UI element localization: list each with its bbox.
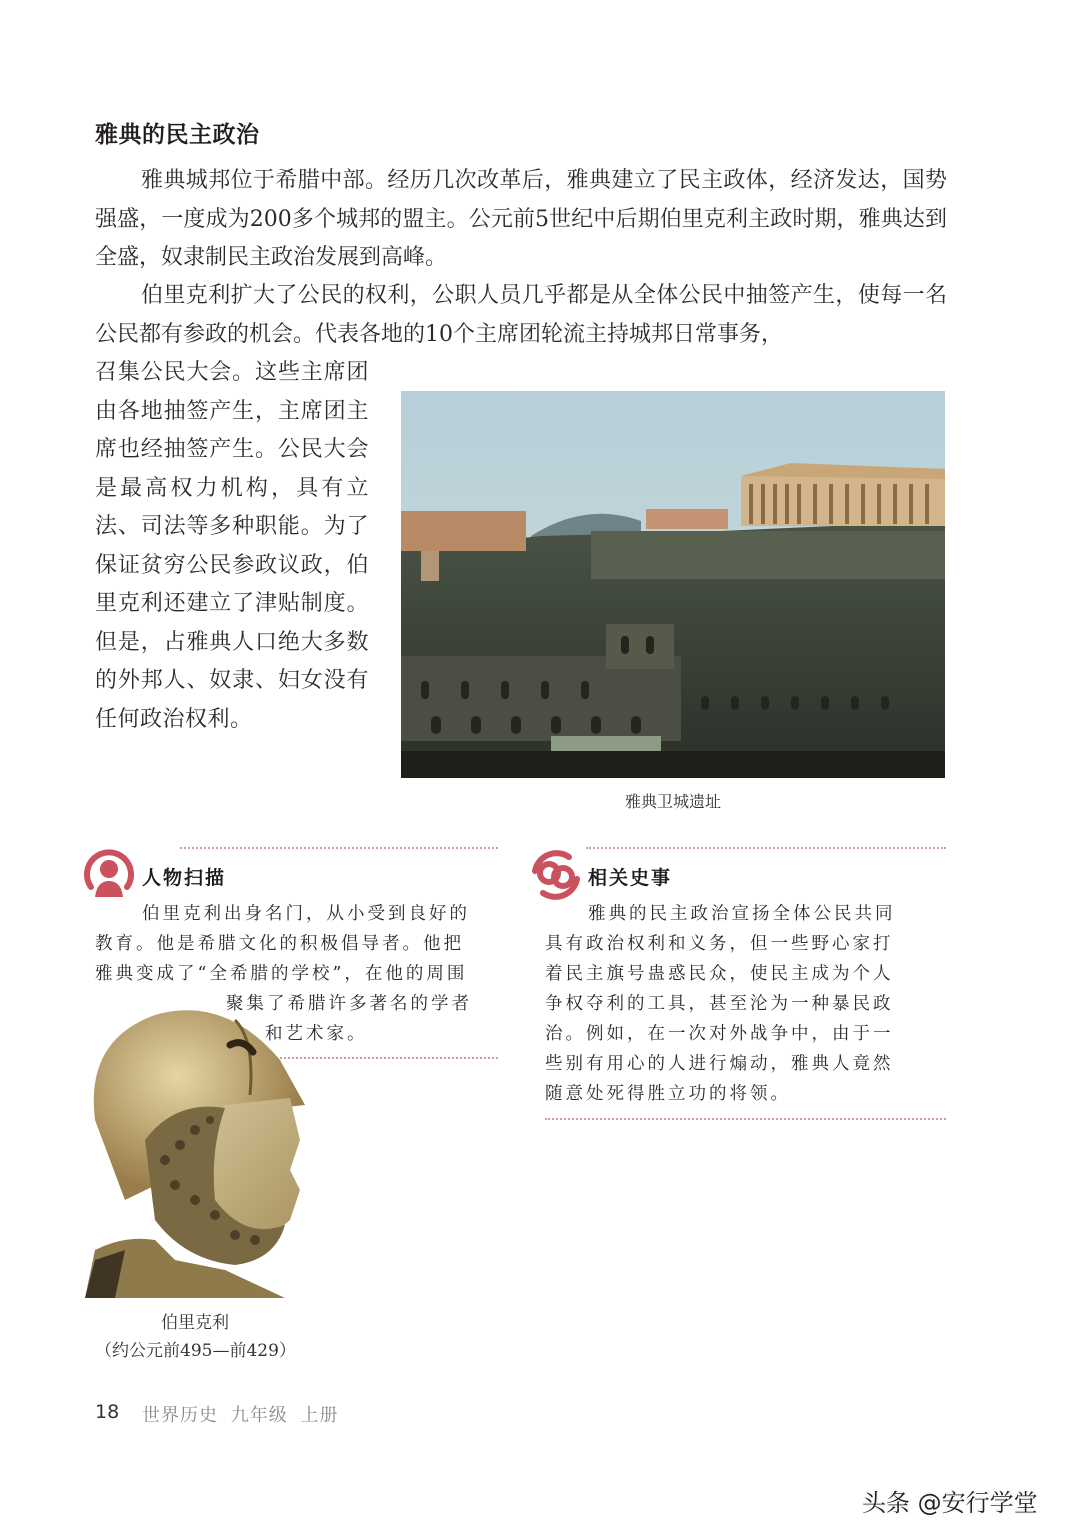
history-box-line: 些别有用心的人进行煽动，雅典人竟然 — [545, 1054, 894, 1074]
history-box-line: 治。例如，在一次对外战争中，由于一 — [545, 1024, 894, 1044]
acropolis-photo — [401, 391, 945, 778]
section-title: 雅典的民主政治 — [95, 122, 260, 148]
page-number: 18 — [95, 1401, 120, 1423]
history-box-line: 雅典的民主政治宣扬全体公民共同 — [588, 904, 896, 924]
pericles-name: 伯里克利 — [161, 1313, 229, 1333]
paragraph-1: 雅典城邦位于希腊中部。经历几次改革后，雅典建立了民主政体，经济发达，国势强盛，一度成为200多个城邦的盟主。公元前5世纪中后期伯里克利主政时期，雅典达到全盛，奴隶制民主政治发展到高峰。 — [95, 168, 947, 270]
person-icon — [83, 849, 135, 901]
paragraph-2: 伯里克利扩大了公民的权利，公职人员几乎都是从全体公民中抽签产生，使每一名公民都有参政的机会。代表各地的10个主席团轮流主持城邦日常事务， — [95, 283, 947, 347]
pericles-dates: （约公元前495—前429） — [95, 1341, 296, 1361]
swirl-icon — [529, 849, 583, 901]
history-box-bottom-divider — [545, 1118, 946, 1120]
pericles-bust-image — [85, 1000, 310, 1298]
history-box-top-divider — [586, 847, 946, 849]
person-box-line: 聚集了希腊许多著名的学者 — [226, 994, 472, 1014]
history-box-line: 争权夺利的工具，甚至沦为一种暴民政 — [545, 994, 894, 1014]
person-box-line: 和艺术家。 — [265, 1024, 368, 1044]
history-box-line: 随意处死得胜立功的将领。 — [545, 1084, 791, 1104]
history-box-title: 相关史事 — [588, 867, 673, 889]
person-box-top-divider — [180, 847, 498, 849]
person-box-title: 人物扫描 — [142, 867, 227, 889]
person-box-line: 伯里克利出身名门，从小受到良好的 — [142, 904, 470, 924]
book-title: 世界历史 九年级 上册 — [142, 1405, 339, 1426]
watermark: 头条 @安行学堂 — [862, 1489, 1038, 1517]
acropolis-caption: 雅典卫城遗址 — [624, 792, 721, 811]
person-box-line: 教育。他是希腊文化的积极倡导者。他把 — [95, 934, 464, 954]
person-box-line: 雅典变成了“全希腊的学校”，在他的周围 — [95, 964, 468, 984]
history-box-line: 具有政治权利和义务，但一些野心家打 — [545, 934, 894, 954]
history-box-line: 着民主旗号蛊惑民众，使民主成为个人 — [545, 964, 894, 984]
paragraph-2-wrapped: 召集公民大会。这些主席团由各地抽签产生，主席团主席也经抽签产生。公民大会是最高权力机构，具有立法、司法等多种职能。为了保证贫穷公民参政议政，伯里克利还建立了津贴制度。但是，占雅典人口绝大多数的外邦人、奴隶、妇女没有任何政治权利。 — [95, 360, 369, 732]
